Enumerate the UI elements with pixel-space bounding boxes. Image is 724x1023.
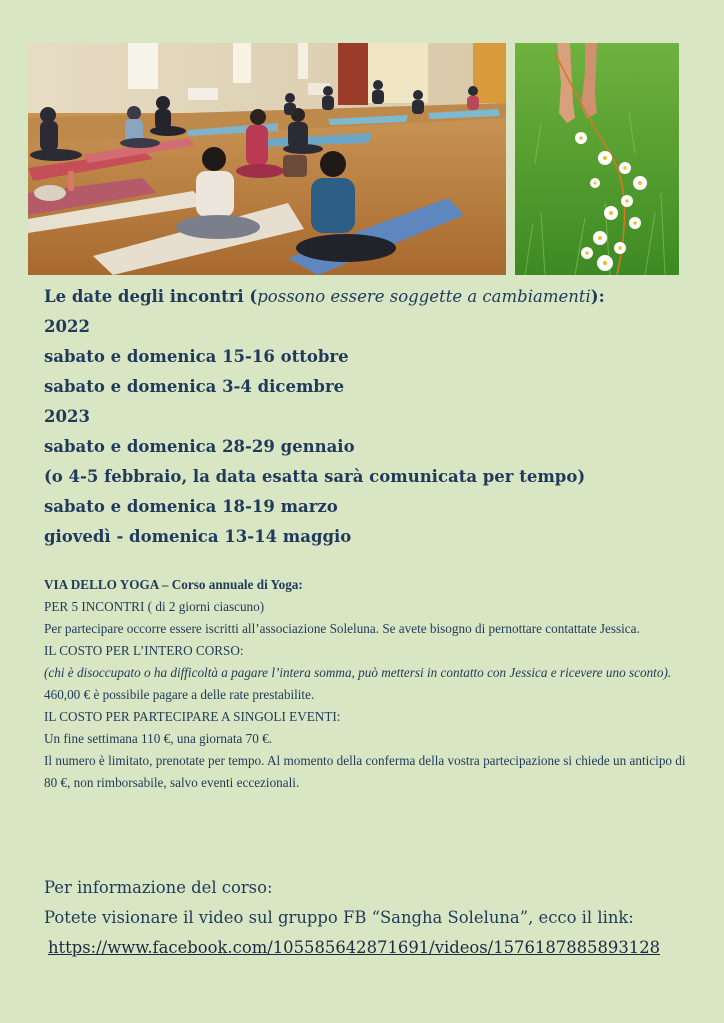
date-line: sabato e domenica 15-16 ottobre [44, 347, 349, 366]
info-title: Per informazione del corso: [44, 878, 273, 897]
course-details [44, 574, 694, 794]
course-iscrizione: Per partecipare occorre essere iscritti all’associazione Soleluna. Se avete bisogno di pernottare contattate Jessica. [44, 621, 640, 636]
date-line: sabato e domenica 3-4 dicembre [44, 377, 345, 396]
course-costo-intero: IL COSTO PER L’INTERO CORSO: [44, 643, 244, 658]
course-title: VIA DELLO YOGA – Corso annuale di Yoga: [44, 577, 303, 592]
course-costo-singoli: IL COSTO PER PARTECIPARE A SINGOLI EVENTI: [44, 709, 341, 724]
course-prezzi-singoli: Un fine settimana 110 €, una giornata 70 €. [44, 731, 273, 746]
facebook-video-link[interactable]: https://www.facebook.com/105585642871691/videos/1576187885893128 [48, 938, 661, 957]
info-section [44, 873, 704, 963]
date-line: giovedì - domenica 13-14 maggio [44, 527, 352, 546]
yoga-class-photo [28, 43, 506, 275]
dates-heading-end: ): [590, 287, 605, 306]
dates-heading-note: possono essere soggette a cambiamenti [257, 287, 591, 306]
date-line: (o 4-5 febbraio, la data esatta sarà comunicata per tempo) [44, 467, 586, 486]
course-prezzo: 460,00 € è possibile pagare a delle rate prestabilite. [44, 687, 315, 702]
info-video: Potete visionare il video sul gruppo FB “Sangha Soleluna”, ecco il link: [44, 908, 634, 927]
date-line: sabato e domenica 28-29 gennaio [44, 437, 355, 456]
dates-heading-start: Le date degli incontri ( [44, 287, 258, 306]
yoga-class-illustration [28, 43, 506, 275]
dates-section [44, 282, 684, 552]
date-line: sabato e domenica 18-19 marzo [44, 497, 338, 516]
year-2023: 2023 [44, 407, 90, 426]
course-numero: Il numero è limitato, prenotate per tempo. Al momento della conferma della vostra partecipazione si chiede un anticipo di 80 €, non rimborsabile, salvo eventi eccezionali. [44, 753, 686, 790]
year-2022: 2022 [44, 317, 90, 336]
course-sconto: (chi è disoccupato o ha difficoltà a pagare l’intera somma, può mettersi in contatto con Jessica e ricevere uno sconto). [44, 665, 672, 680]
feet-grass-photo [515, 43, 679, 275]
feet-grass-illustration [515, 43, 679, 275]
dates-heading [44, 282, 684, 312]
course-incontri: PER 5 INCONTRI ( di 2 giorni ciascuno) [44, 599, 265, 614]
